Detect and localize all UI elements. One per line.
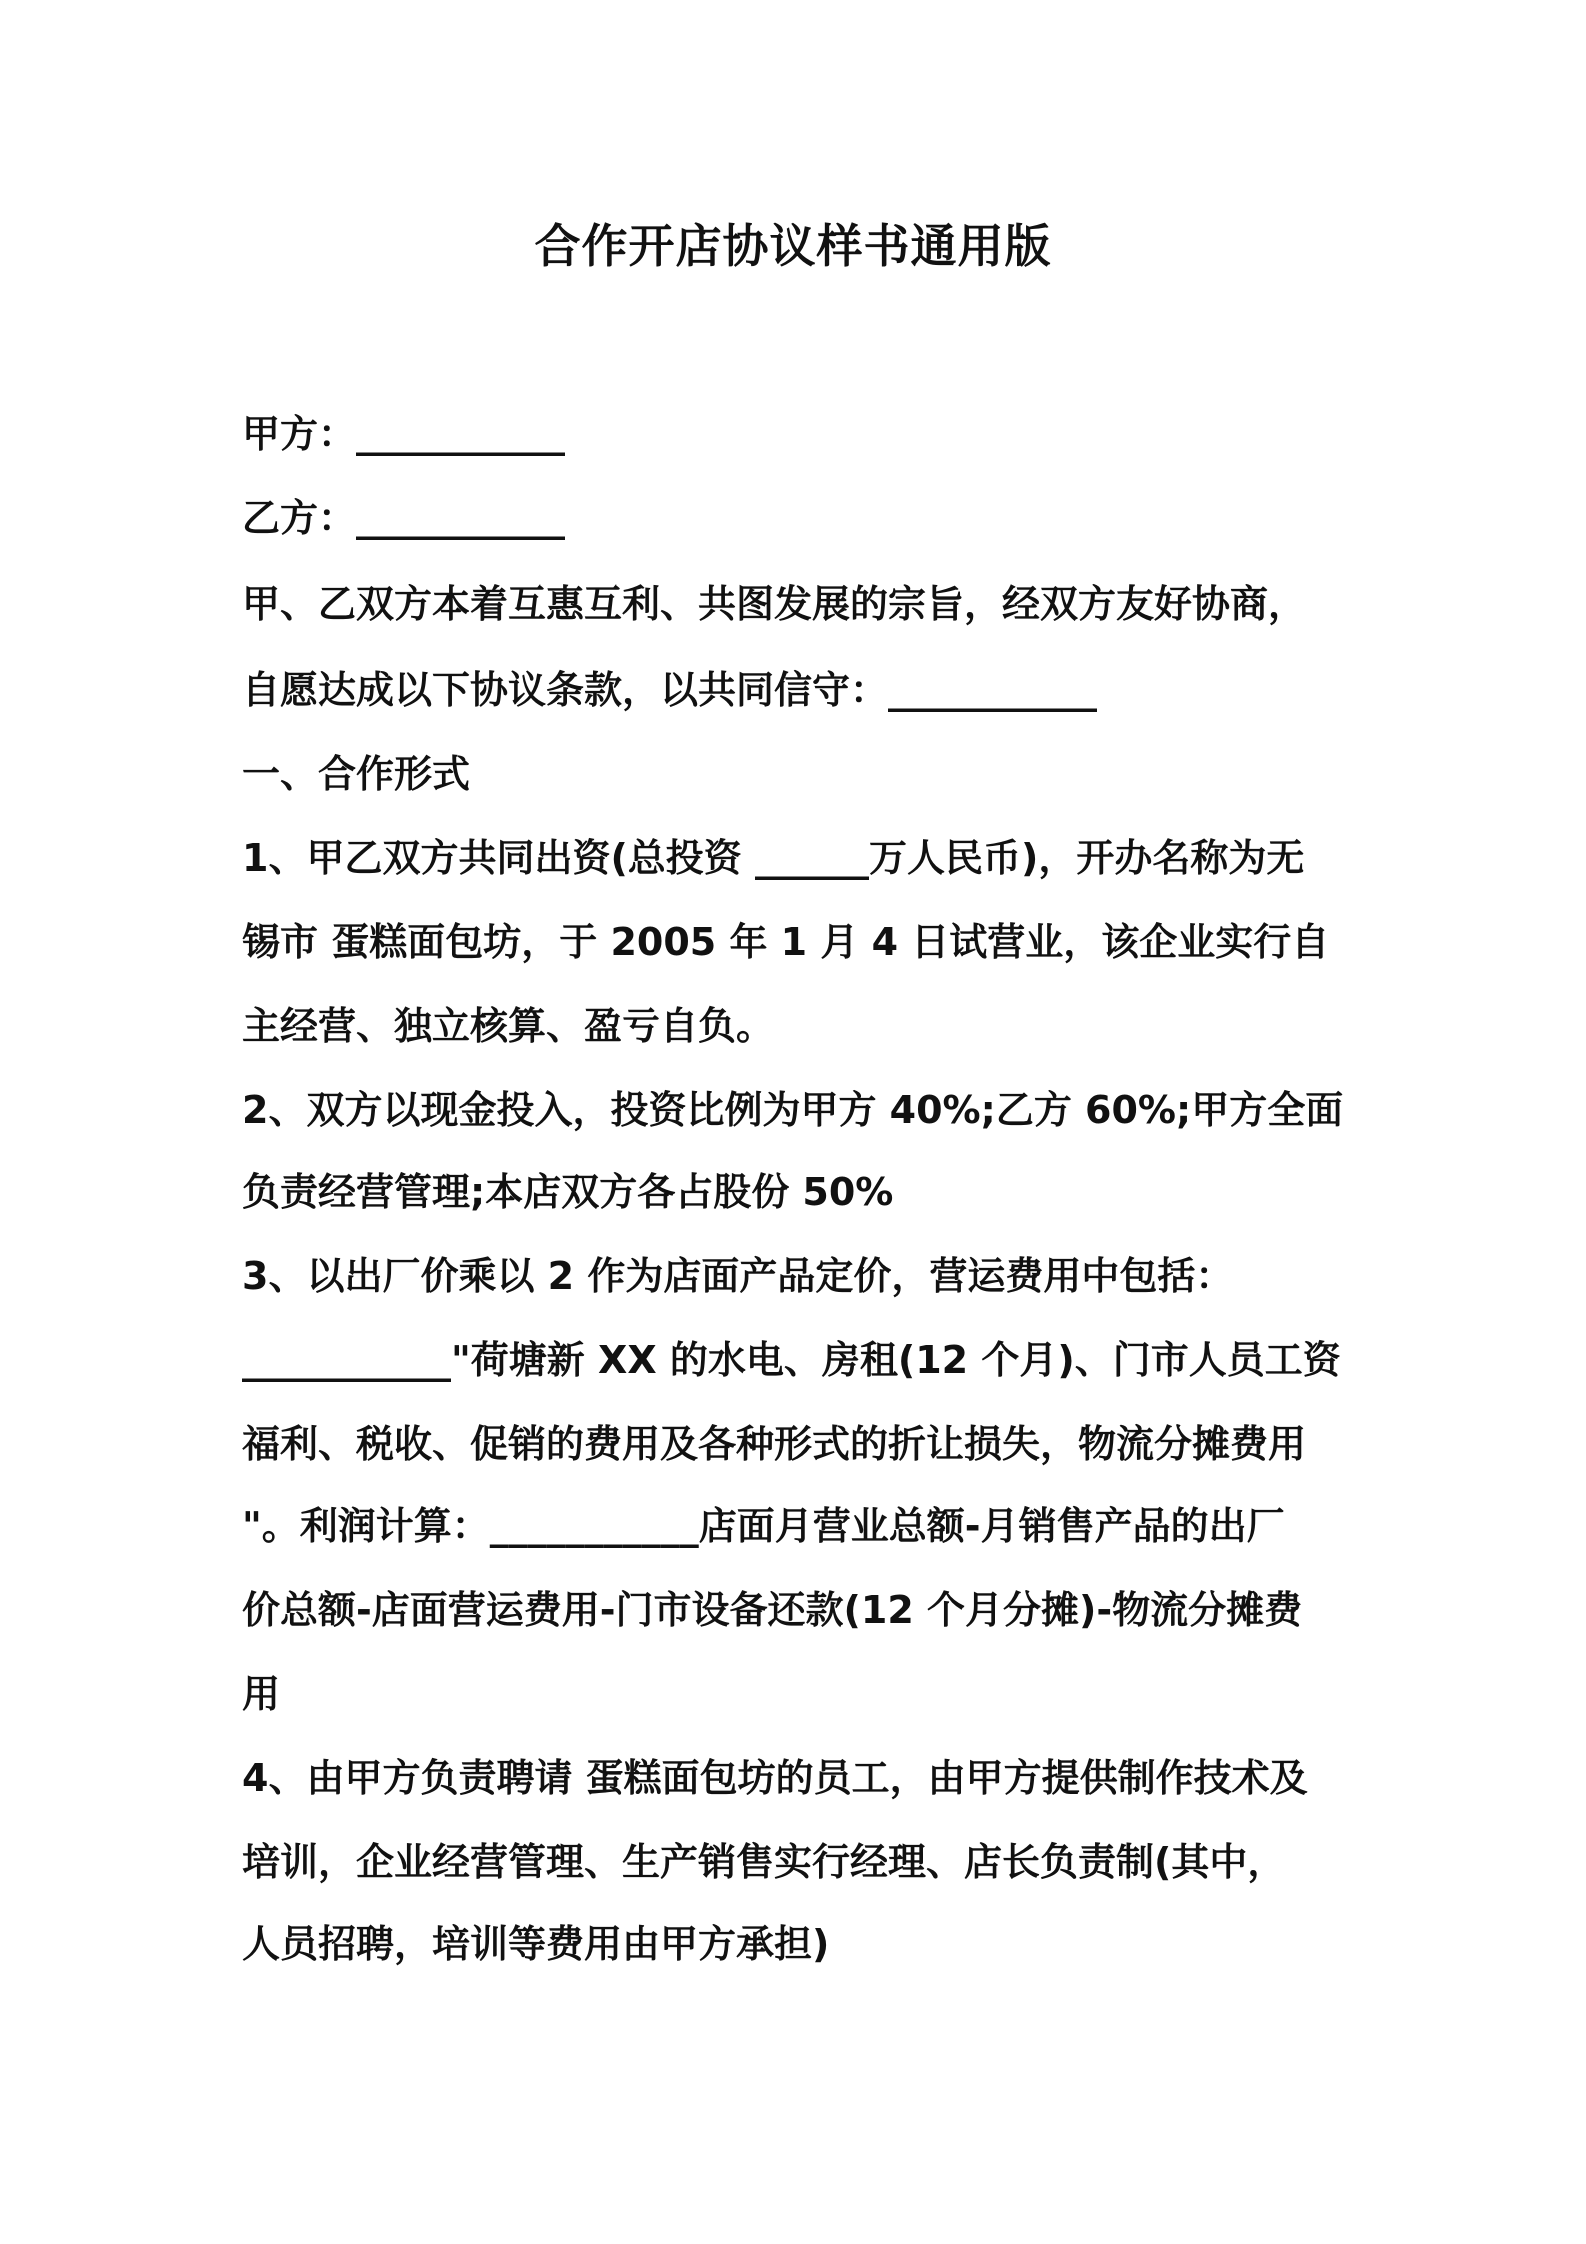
clause-3-line-2: ___________"荷塘新 XX 的水电、房租(12 个月)、门市人员工资	[242, 1338, 1341, 1382]
clause-2-line-2: 负责经营管理;本店双方各占股份 50%	[242, 1170, 894, 1214]
clause-3-line-4: "。利润计算：___________店面月营业总额-月销售产品的出厂	[242, 1504, 1285, 1548]
clause-4-line-3: 人员招聘，培训等费用由甲方承担)	[242, 1922, 830, 1966]
clause-3-line-1: 3、以出厂价乘以 2 作为店面产品定价，营运费用中包括：	[242, 1254, 1234, 1298]
clause-4-line-2: 培训，企业经营管理、生产销售实行经理、店长负责制(其中，	[242, 1840, 1286, 1884]
clause-1-line-1: 1、甲乙双方共同出资(总投资 ______万人民币)，开办名称为无	[242, 836, 1305, 880]
clause-3-line-6: 用	[242, 1672, 281, 1716]
preamble-line-1: 甲、乙双方本着互惠互利、共图发展的宗旨，经双方友好协商，	[242, 582, 1307, 626]
section-heading-cooperation-form: 一、合作形式	[242, 752, 471, 796]
clause-1-line-3: 主经营、独立核算、盈亏自负。	[242, 1004, 775, 1048]
preamble-line-2: 自愿达成以下协议条款，以共同信守：___________	[242, 668, 1098, 712]
clause-4-line-1: 4、由甲方负责聘请 蛋糕面包坊的员工，由甲方提供制作技术及	[242, 1756, 1308, 1800]
clause-3-line-5: 价总额-店面营运费用-门市设备还款(12 个月分摊)-物流分摊费	[242, 1588, 1303, 1632]
clause-2-line-1: 2、双方以现金投入，投资比例为甲方 40%;乙方 60%;甲方全面	[242, 1088, 1344, 1132]
clause-1-line-2: 锡市 蛋糕面包坊，于 2005 年 1 月 4 日试营业，该企业实行自	[242, 920, 1330, 964]
document-title: 合作开店协议样书通用版	[534, 219, 1052, 273]
party-a-line: 甲方：___________	[242, 412, 566, 456]
party-b-line: 乙方：___________	[242, 496, 566, 540]
clause-3-line-3: 福利、税收、促销的费用及各种形式的折让损失，物流分摊费用	[242, 1422, 1307, 1466]
